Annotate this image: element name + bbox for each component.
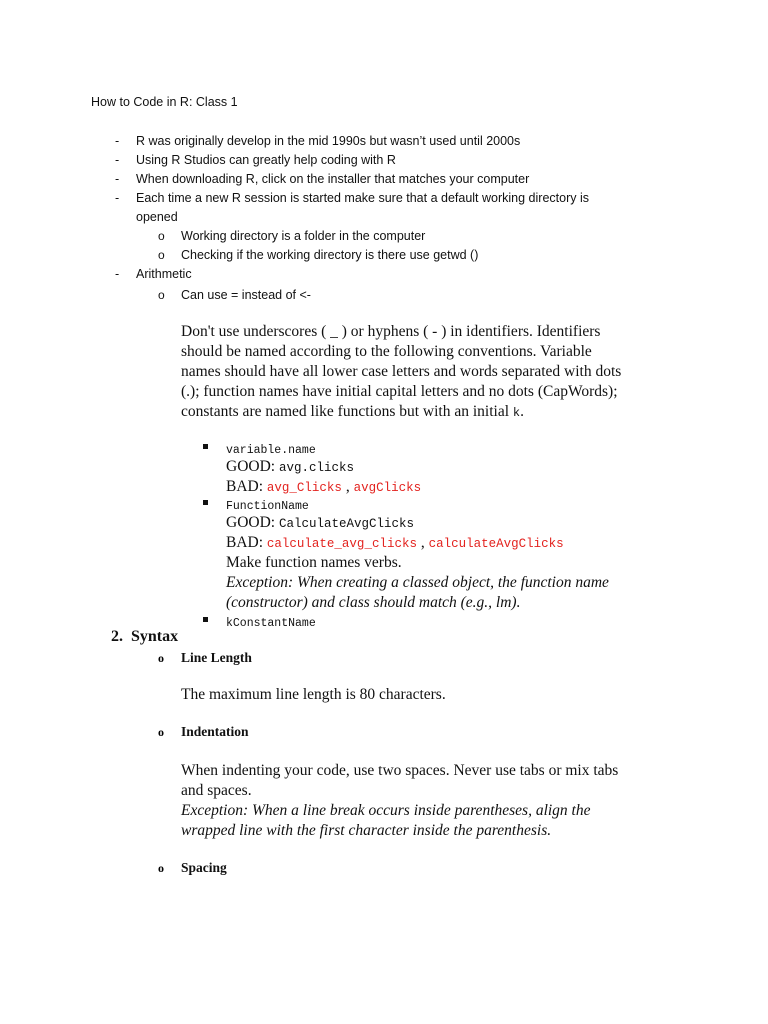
sub-bullet-folder: Working directory is a folder in the computer — [181, 229, 426, 243]
dash-bullet-marker: - — [115, 267, 120, 281]
function-bad-code: calculate_avg_clicks — [266, 537, 417, 551]
indentation-text: and spaces. — [181, 782, 252, 799]
para-period: . — [520, 403, 524, 420]
spacing-heading: Spacing — [181, 860, 227, 875]
square-bullet — [203, 617, 208, 622]
circle-bullet-marker: o — [158, 248, 165, 262]
dash-bullet-marker: - — [115, 172, 120, 186]
function-good-line — [226, 514, 414, 532]
sub-bullet-getwd: Checking if the working directory is there use getwd () — [181, 248, 479, 262]
bullet-r-studios: Using R Studios can greatly help coding with R — [136, 153, 396, 167]
function-exception-line: (constructor) and class should match (e.g., lm). — [226, 594, 521, 611]
dash-bullet-marker: - — [115, 134, 120, 148]
indentation-exception: Exception: When a line break occurs inside parentheses, align the — [181, 802, 591, 819]
variable-header-line — [226, 440, 316, 458]
circle-bullet-marker: o — [158, 288, 165, 302]
section-title: Syntax — [131, 628, 179, 645]
variable-good-code: avg.clicks — [278, 461, 354, 475]
comma: , — [420, 534, 425, 551]
naming-para-last-line — [181, 403, 524, 421]
sub-bullet-assignment: Can use = instead of <- — [181, 288, 311, 302]
line-length-heading: Line Length — [181, 650, 252, 665]
square-bullet — [203, 500, 208, 505]
function-name-code: FunctionName — [226, 500, 309, 513]
bullet-r-history: R was originally develop in the mid 1990s but wasn’t used until 2000s — [136, 134, 521, 148]
circle-bullet-marker: o — [158, 651, 164, 665]
circle-bullet-marker: o — [158, 861, 164, 875]
naming-para-line: (.); function names have initial capital letters and no dots (CapWords); — [181, 383, 618, 400]
naming-para-line: should be named according to the following conventions. Variable — [181, 343, 592, 360]
indentation-exception: wrapped line with the first character inside the parenthesis. — [181, 822, 552, 839]
dash-bullet-marker: - — [115, 191, 120, 205]
function-exception-line: Exception: When creating a classed object, the function name — [226, 574, 609, 591]
good-label: GOOD: — [226, 514, 276, 531]
function-good-code: CalculateAvgClicks — [278, 517, 414, 531]
bad-label: BAD: — [226, 478, 264, 495]
naming-para-line: constants are named like functions but with an initial — [181, 403, 513, 420]
constant-name-code: kConstantName — [226, 617, 316, 630]
variable-good-line — [226, 458, 354, 476]
section-heading-syntax — [111, 628, 178, 646]
bad-label: BAD: — [226, 534, 264, 551]
function-verbs-note: Make function names verbs. — [226, 554, 402, 571]
circle-bullet-marker: o — [158, 229, 165, 243]
variable-name-code: variable.name — [226, 444, 316, 457]
bullet-working-directory: Each time a new R session is started make sure that a default working directory is — [136, 191, 589, 205]
bullet-working-directory-cont: opened — [136, 210, 178, 224]
naming-para-line: Don't use underscores ( _ ) or hyphens ( - ) in identifiers. Identifiers — [181, 323, 601, 340]
function-header-line — [226, 496, 309, 514]
k-prefix-code: k — [512, 406, 521, 420]
naming-para-line: names should have all lower case letters and words separated with dots — [181, 363, 622, 380]
function-bad-code: calculateAvgClicks — [428, 537, 564, 551]
circle-bullet-marker: o — [158, 725, 164, 739]
bullet-arithmetic: Arithmetic — [136, 267, 192, 281]
function-bad-line — [226, 534, 564, 552]
good-label: GOOD: — [226, 458, 276, 475]
variable-bad-line — [226, 478, 421, 496]
line-length-text: The maximum line length is 80 characters. — [181, 686, 446, 703]
square-bullet — [203, 444, 208, 449]
comma: , — [345, 478, 350, 495]
document-title: How to Code in R: Class 1 — [91, 95, 238, 109]
dash-bullet-marker: - — [115, 153, 120, 167]
variable-bad-code: avgClicks — [353, 481, 422, 495]
bullet-download-r: When downloading R, click on the installer that matches your computer — [136, 172, 530, 186]
constant-header-line — [226, 613, 316, 631]
indentation-heading: Indentation — [181, 724, 249, 739]
section-number: 2. — [111, 628, 123, 645]
indentation-text: When indenting your code, use two spaces. Never use tabs or mix tabs — [181, 762, 619, 779]
variable-bad-code: avg_Clicks — [266, 481, 342, 495]
